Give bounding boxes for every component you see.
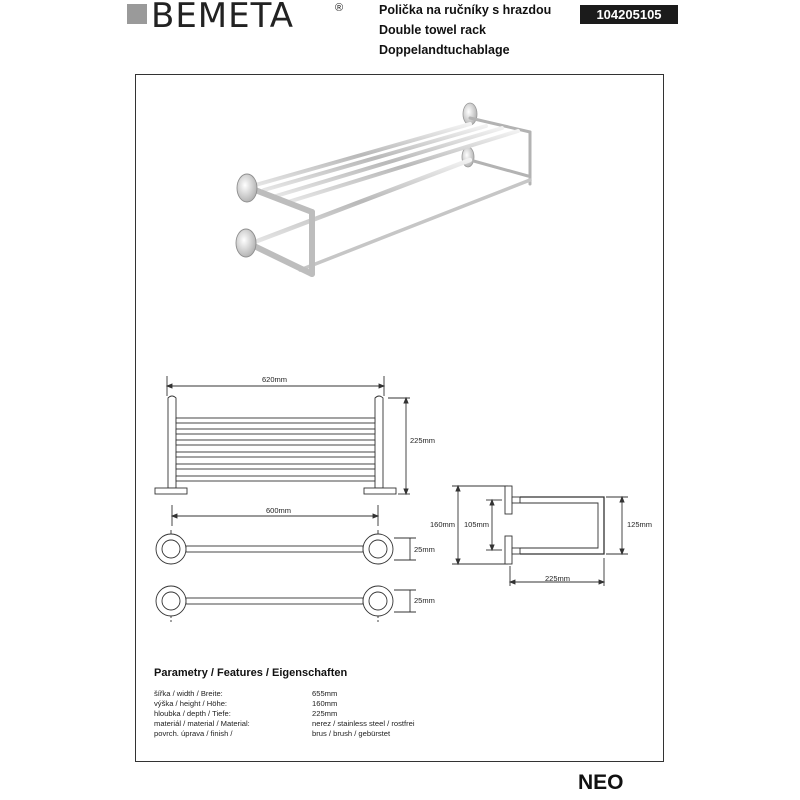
parameter-label: materiál / material / Material: bbox=[154, 719, 250, 728]
dim-side-right: 125mm bbox=[627, 520, 653, 529]
parameter-label: hloubka / depth / Tiefe: bbox=[154, 709, 231, 718]
parameters-heading: Parametry / Features / Eigenschaften bbox=[154, 667, 348, 679]
title-german: Doppelandtuchablage bbox=[379, 43, 510, 57]
parameter-label: povrch. úprava / finish / bbox=[154, 729, 233, 738]
parameter-value: nerez / stainless steel / rostfrei bbox=[312, 719, 415, 728]
dim-side-inner: 105mm bbox=[464, 520, 490, 529]
parameter-row bbox=[154, 689, 474, 699]
parameter-value: 160mm bbox=[312, 699, 338, 708]
logo-text: BEMETA bbox=[151, 0, 295, 36]
dim-side-height: 160mm bbox=[430, 520, 456, 529]
parameter-row bbox=[154, 709, 474, 719]
parameter-row bbox=[154, 699, 474, 709]
front-view bbox=[155, 376, 410, 494]
parameter-label: výška / height / Höhe: bbox=[154, 699, 228, 708]
bottom-view bbox=[156, 505, 416, 624]
side-view bbox=[452, 486, 628, 586]
dim-side-depth: 225mm bbox=[545, 574, 571, 583]
dim-bottom-width: 600mm bbox=[266, 506, 292, 515]
parameter-label: šířka / width / Breite: bbox=[154, 689, 223, 698]
title-english: Double towel rack bbox=[379, 23, 486, 37]
registered-mark: ® bbox=[335, 2, 344, 14]
parameter-value: 655mm bbox=[312, 689, 338, 698]
parameters-table bbox=[154, 689, 474, 739]
parameter-value: brus / brush / gebürstet bbox=[312, 729, 391, 738]
parameter-row bbox=[154, 719, 474, 729]
dim-front-height: 225mm bbox=[410, 436, 436, 445]
dim-flange-lower: 25mm bbox=[414, 596, 435, 605]
title-czech: Polička na ručníky s hrazdou bbox=[379, 3, 552, 17]
product-code-badge: 104205105 bbox=[580, 5, 678, 24]
product-name: NEO bbox=[578, 771, 624, 794]
parameter-value: 225mm bbox=[312, 709, 338, 718]
product-render bbox=[236, 103, 530, 274]
dim-flange-upper: 25mm bbox=[414, 545, 435, 554]
dim-front-width: 620mm bbox=[262, 375, 288, 384]
parameter-row bbox=[154, 729, 474, 739]
